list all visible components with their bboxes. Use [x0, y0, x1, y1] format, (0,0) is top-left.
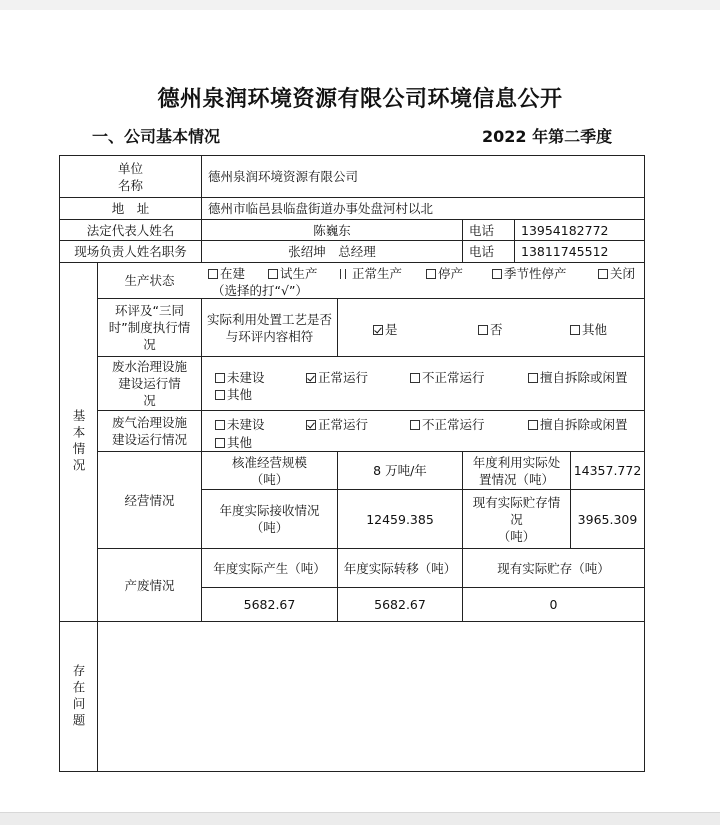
address-label: 地 址 — [111, 201, 150, 216]
site-manager-phone-label: 电话 — [469, 244, 495, 259]
top-strip — [0, 0, 720, 10]
operation-label: 经营情况 — [124, 492, 175, 508]
wastewater-option-other[interactable]: 其他 — [215, 385, 252, 403]
checkbox-icon — [492, 269, 502, 279]
approved-scale-label: 核准经营规模 （吨） — [231, 454, 307, 487]
exhaust-option-abnormal[interactable]: 不正常运行 — [410, 415, 485, 433]
checkbox-icon — [528, 373, 538, 383]
production-note: （选择的打“√”） — [212, 283, 308, 298]
exhaust-option-other[interactable]: 其他 — [215, 433, 252, 451]
quarter-label: 2022 年第二季度 — [482, 127, 613, 146]
company-label: 单位 名称 — [117, 160, 143, 193]
issues-content — [98, 622, 644, 771]
checkbox-checked-icon — [306, 373, 316, 383]
legal-rep-name: 陈巍东 — [313, 222, 351, 238]
checkbox-icon — [410, 373, 420, 383]
current-storage-value: 3965.309 — [577, 511, 638, 527]
eia-question: 实际利用处置工艺是否 与环评内容相符 — [206, 311, 332, 344]
eia-option-no[interactable]: 否 — [478, 320, 503, 338]
address-value: 德州市临邑县临盘街道办事处盘河村以北 — [208, 201, 434, 216]
checkbox-icon — [268, 269, 278, 279]
waste-value-transferred: 5682.67 — [374, 597, 426, 612]
checkbox-icon — [478, 325, 488, 335]
company-name: 德州泉润环境资源有限公司 — [208, 169, 359, 184]
approved-scale-value: 8 万吨/年 — [373, 463, 427, 478]
basic-info-label: 基本情况 — [71, 409, 86, 475]
page-title: 德州泉润环境资源有限公司环境信息公开 — [157, 87, 563, 112]
wastewater-label: 废水治理设施 建设运行情 况 — [111, 359, 187, 408]
annual-received-value: 12459.385 — [366, 511, 434, 527]
checkbox-icon — [215, 438, 225, 448]
checkbox-icon — [528, 420, 538, 430]
legal-rep-label: 法定代表人姓名 — [86, 222, 175, 238]
waste-value-generated: 5682.67 — [243, 597, 296, 612]
option-normal-production[interactable]: 正常生产 — [340, 264, 402, 282]
wastewater-option-not-built[interactable]: 未建设 — [215, 368, 265, 386]
issues-label: 存在问题 — [71, 663, 86, 730]
waste-value-stored: 0 — [549, 597, 558, 612]
option-trial-production[interactable]: 试生产 — [268, 264, 318, 282]
site-manager-label: 现场负责人姓名职务 — [74, 244, 187, 259]
production-status-label: 生产状态 — [124, 273, 175, 288]
site-manager-phone: 13811745512 — [521, 244, 609, 259]
checkbox-icon — [340, 269, 346, 279]
checkbox-icon — [215, 390, 225, 400]
waste-header-stored: 现有实际贮存（吨） — [497, 560, 610, 576]
waste-header-generated: 年度实际产生（吨） — [213, 560, 326, 576]
wastewater-option-removed[interactable]: 擅自拆除或闲置 — [528, 368, 628, 386]
eia-label: 环评及“三同 时”制度执行情 况 — [108, 303, 191, 352]
annual-received-label: 年度实际接收情况 （吨） — [219, 503, 320, 535]
eia-option-yes[interactable]: 是 — [373, 320, 398, 338]
current-storage-label: 现有实际贮存情 况 （吨） — [472, 494, 561, 544]
checkbox-icon — [410, 420, 420, 430]
option-under-construction[interactable]: 在建 — [208, 264, 245, 282]
option-closed[interactable]: 关闭 — [598, 264, 635, 282]
checkbox-checked-icon — [373, 325, 383, 335]
bottom-strip — [0, 812, 720, 825]
checkbox-icon — [215, 420, 225, 430]
checkbox-icon — [208, 269, 218, 279]
waste-label: 产废情况 — [124, 577, 175, 593]
checkbox-icon — [426, 269, 436, 279]
section-title: 一、公司基本情况 — [92, 127, 221, 146]
legal-rep-phone-label: 电话 — [469, 222, 495, 238]
waste-header-transferred: 年度实际转移（吨） — [343, 560, 457, 576]
option-seasonal-suspension[interactable]: 季节性停产 — [492, 264, 567, 282]
wastewater-option-abnormal[interactable]: 不正常运行 — [410, 368, 485, 386]
site-manager-name: 张绍坤 总经理 — [288, 244, 376, 259]
checkbox-icon — [598, 269, 608, 279]
exhaust-option-not-built[interactable]: 未建设 — [215, 415, 265, 433]
exhaust-option-normal[interactable]: 正常运行 — [306, 415, 368, 433]
annual-use-value: 14357.772 — [573, 463, 642, 478]
checkbox-icon — [570, 325, 580, 335]
annual-use-label: 年度利用实际处 置情况（吨） — [472, 454, 561, 487]
option-suspended[interactable]: 停产 — [426, 264, 463, 282]
checkbox-checked-icon — [306, 420, 316, 430]
wastewater-option-normal[interactable]: 正常运行 — [306, 368, 368, 386]
checkbox-icon — [215, 373, 225, 383]
legal-rep-phone: 13954182772 — [521, 222, 609, 238]
exhaust-option-removed[interactable]: 擅自拆除或闲置 — [528, 415, 628, 433]
exhaust-label: 废气治理设施 建设运行情况 — [111, 415, 187, 447]
eia-option-other[interactable]: 其他 — [570, 320, 607, 338]
